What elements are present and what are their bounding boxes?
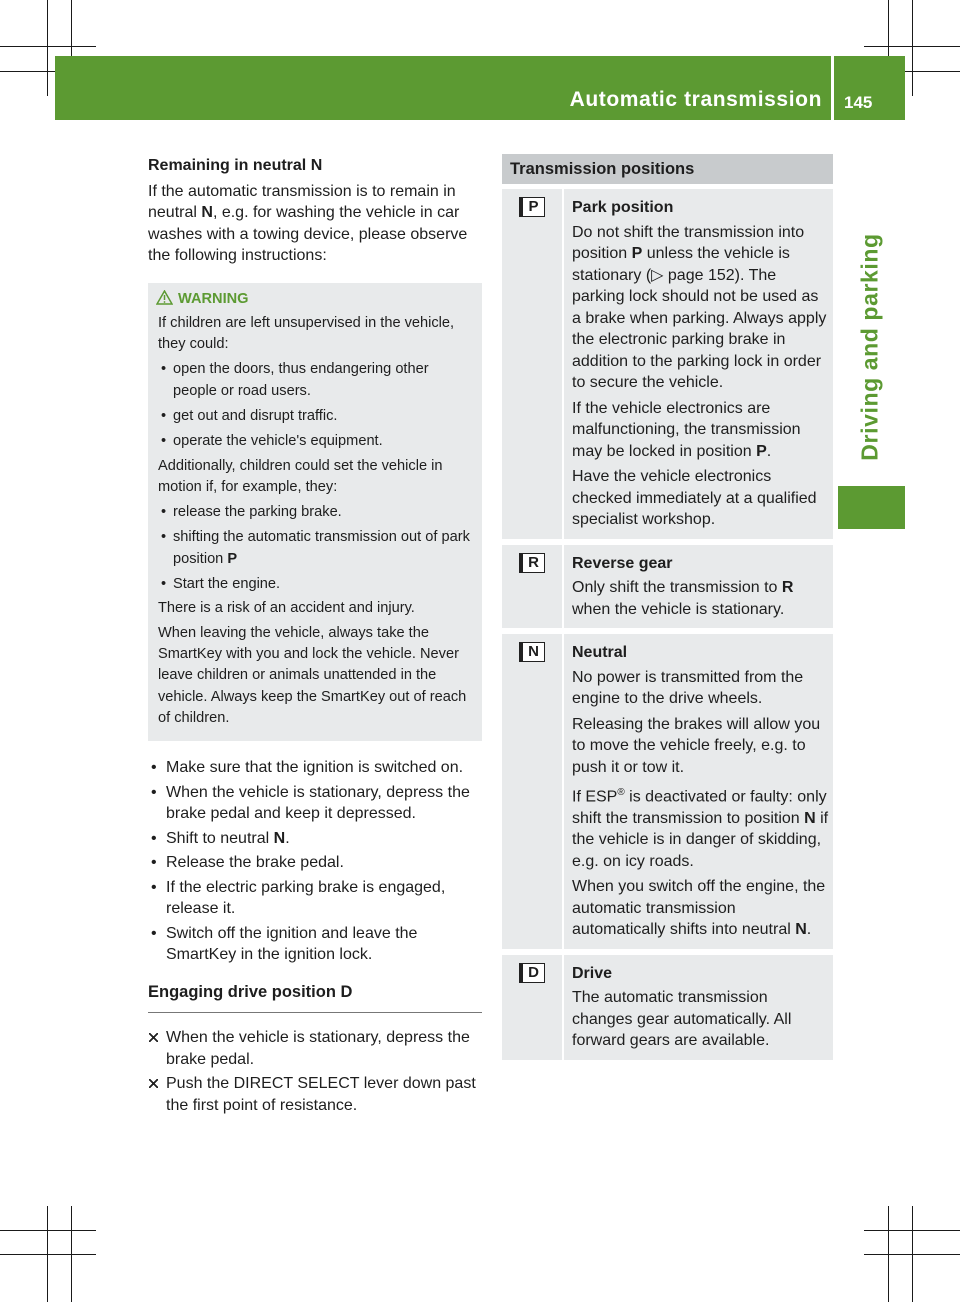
- left-column: [148, 155, 482, 1119]
- warning-bullet: • operate the vehicle's equipment.: [158, 431, 474, 452]
- step-bullet: • Switch off the ignition and leave the SmartKey in the ignition lock.: [148, 923, 482, 966]
- row-title: Drive: [572, 964, 613, 982]
- crop-mark: [912, 0, 913, 96]
- warning-intro: If children are left unsupervised in the vehicle, they could:: [158, 314, 455, 353]
- crop-mark: [47, 0, 48, 96]
- row-text: The automatic transmission changes gear automatically. All forward gears are available.: [572, 989, 792, 1050]
- warning-box: [148, 283, 482, 742]
- row-text: If the vehicle electronics are malfunctioning, the transmission may be locked in position P.: [572, 399, 801, 460]
- page-ref-arrow-icon: ▷: [651, 266, 664, 284]
- warning-mid: Additionally, children could set the vehicle in motion if, for example, they:: [158, 457, 443, 495]
- row-text: No power is transmitted from the engine to the drive wheels.: [572, 668, 804, 707]
- warning-bullet: • get out and disrupt traffic.: [158, 406, 474, 427]
- crop-mark: [0, 46, 96, 47]
- side-tab-marker: [838, 486, 905, 529]
- gear-n-icon: N: [519, 642, 545, 662]
- row-text: Only shift the transmission to R when the vehicle is stationary.: [572, 579, 794, 618]
- warning-heading: [178, 289, 474, 310]
- instruction-step: When the vehicle is stationary, depress the brake pedal.: [148, 1027, 482, 1070]
- table-row-drive: [502, 955, 833, 1060]
- crop-mark: [71, 1206, 72, 1302]
- step-bullet: • Shift to neutral N.: [148, 828, 482, 850]
- row-title: Park position: [572, 199, 674, 216]
- crop-mark: [0, 1230, 96, 1231]
- remaining-neutral-intro: If the automatic transmission is to remain in neutral N, e.g. for washing the vehicle in car washes with a towing device, please observe the following instructions:: [148, 182, 468, 264]
- row-title: Neutral: [572, 644, 628, 661]
- warning-triangle-icon: [156, 290, 173, 312]
- engage-drive-heading: Engaging drive position D: [148, 982, 482, 1014]
- warning-bullet: • Start the engine.: [158, 574, 474, 595]
- crop-mark: [0, 1254, 96, 1255]
- table-row-reverse: [502, 545, 833, 629]
- step-bullet: • Make sure that the ignition is switched on.: [148, 757, 482, 779]
- gear-r-icon: R: [519, 553, 545, 573]
- row-title: Reverse gear: [572, 554, 673, 572]
- warning-bullet: • open the doors, thus endangering other people or road users.: [158, 359, 474, 402]
- step-bullet: • Release the brake pedal.: [148, 852, 482, 874]
- crop-mark: [47, 1206, 48, 1302]
- warning-risk: There is a risk of an accident and injury.: [158, 600, 415, 617]
- row-text: Releasing the brakes will allow you to move the vehicle freely, e.g. to push it or tow it.: [572, 715, 821, 776]
- chapter-title: Automatic transmission: [569, 88, 822, 111]
- row-text: If ESP® is deactivated or faulty: only shift the transmission to position N if the vehicle is in danger of skidding, e.g. on icy roads.: [572, 787, 829, 870]
- side-tab-label: Driving and parking: [856, 233, 883, 461]
- warning-bullet: • release the parking brake.: [158, 502, 474, 523]
- step-bullet: • If the electric parking brake is engaged, release it.: [148, 877, 482, 920]
- row-text: When you switch off the engine, the automatic transmission automatically shifts into neutral N.: [572, 878, 826, 939]
- table-heading: Transmission positions: [502, 154, 833, 184]
- crop-mark: [912, 1206, 913, 1302]
- page-number: 145: [844, 93, 873, 112]
- table-row-park: [502, 189, 833, 539]
- instruction-step: Push the DIRECT SELECT lever down past the first point of resistance.: [148, 1073, 482, 1116]
- row-text: Have the vehicle electronics checked immediately at a qualified specialist workshop.: [572, 468, 817, 528]
- gear-d-icon: D: [519, 963, 545, 983]
- header-separator: [831, 56, 834, 120]
- crop-mark: [888, 1206, 889, 1302]
- remaining-neutral-heading: Remaining in neutral N: [148, 157, 323, 174]
- gear-p-icon: P: [519, 197, 545, 217]
- warning-label: WARNING: [178, 290, 249, 307]
- row-text: Do not shift the transmission into position P unless the vehicle is stationary (▷ page 152). The parking lock should not be used as a brake when parking. Always apply the electronic parking brake in addition to the parking lock in order to secure the vehicle.: [572, 223, 827, 391]
- warning-bullet: • shifting the automatic transmission out of park position P: [158, 527, 474, 570]
- table-row-neutral: [502, 634, 833, 949]
- warning-closing: When leaving the vehicle, always take the SmartKey with you and lock the vehicle. Never leave children or animals unattended in the vehicle. Always keep the SmartKey out of reach of children.: [158, 624, 467, 726]
- transmission-positions-table: [502, 154, 833, 1066]
- step-bullet: • When the vehicle is stationary, depress the brake pedal and keep it depressed.: [148, 782, 482, 825]
